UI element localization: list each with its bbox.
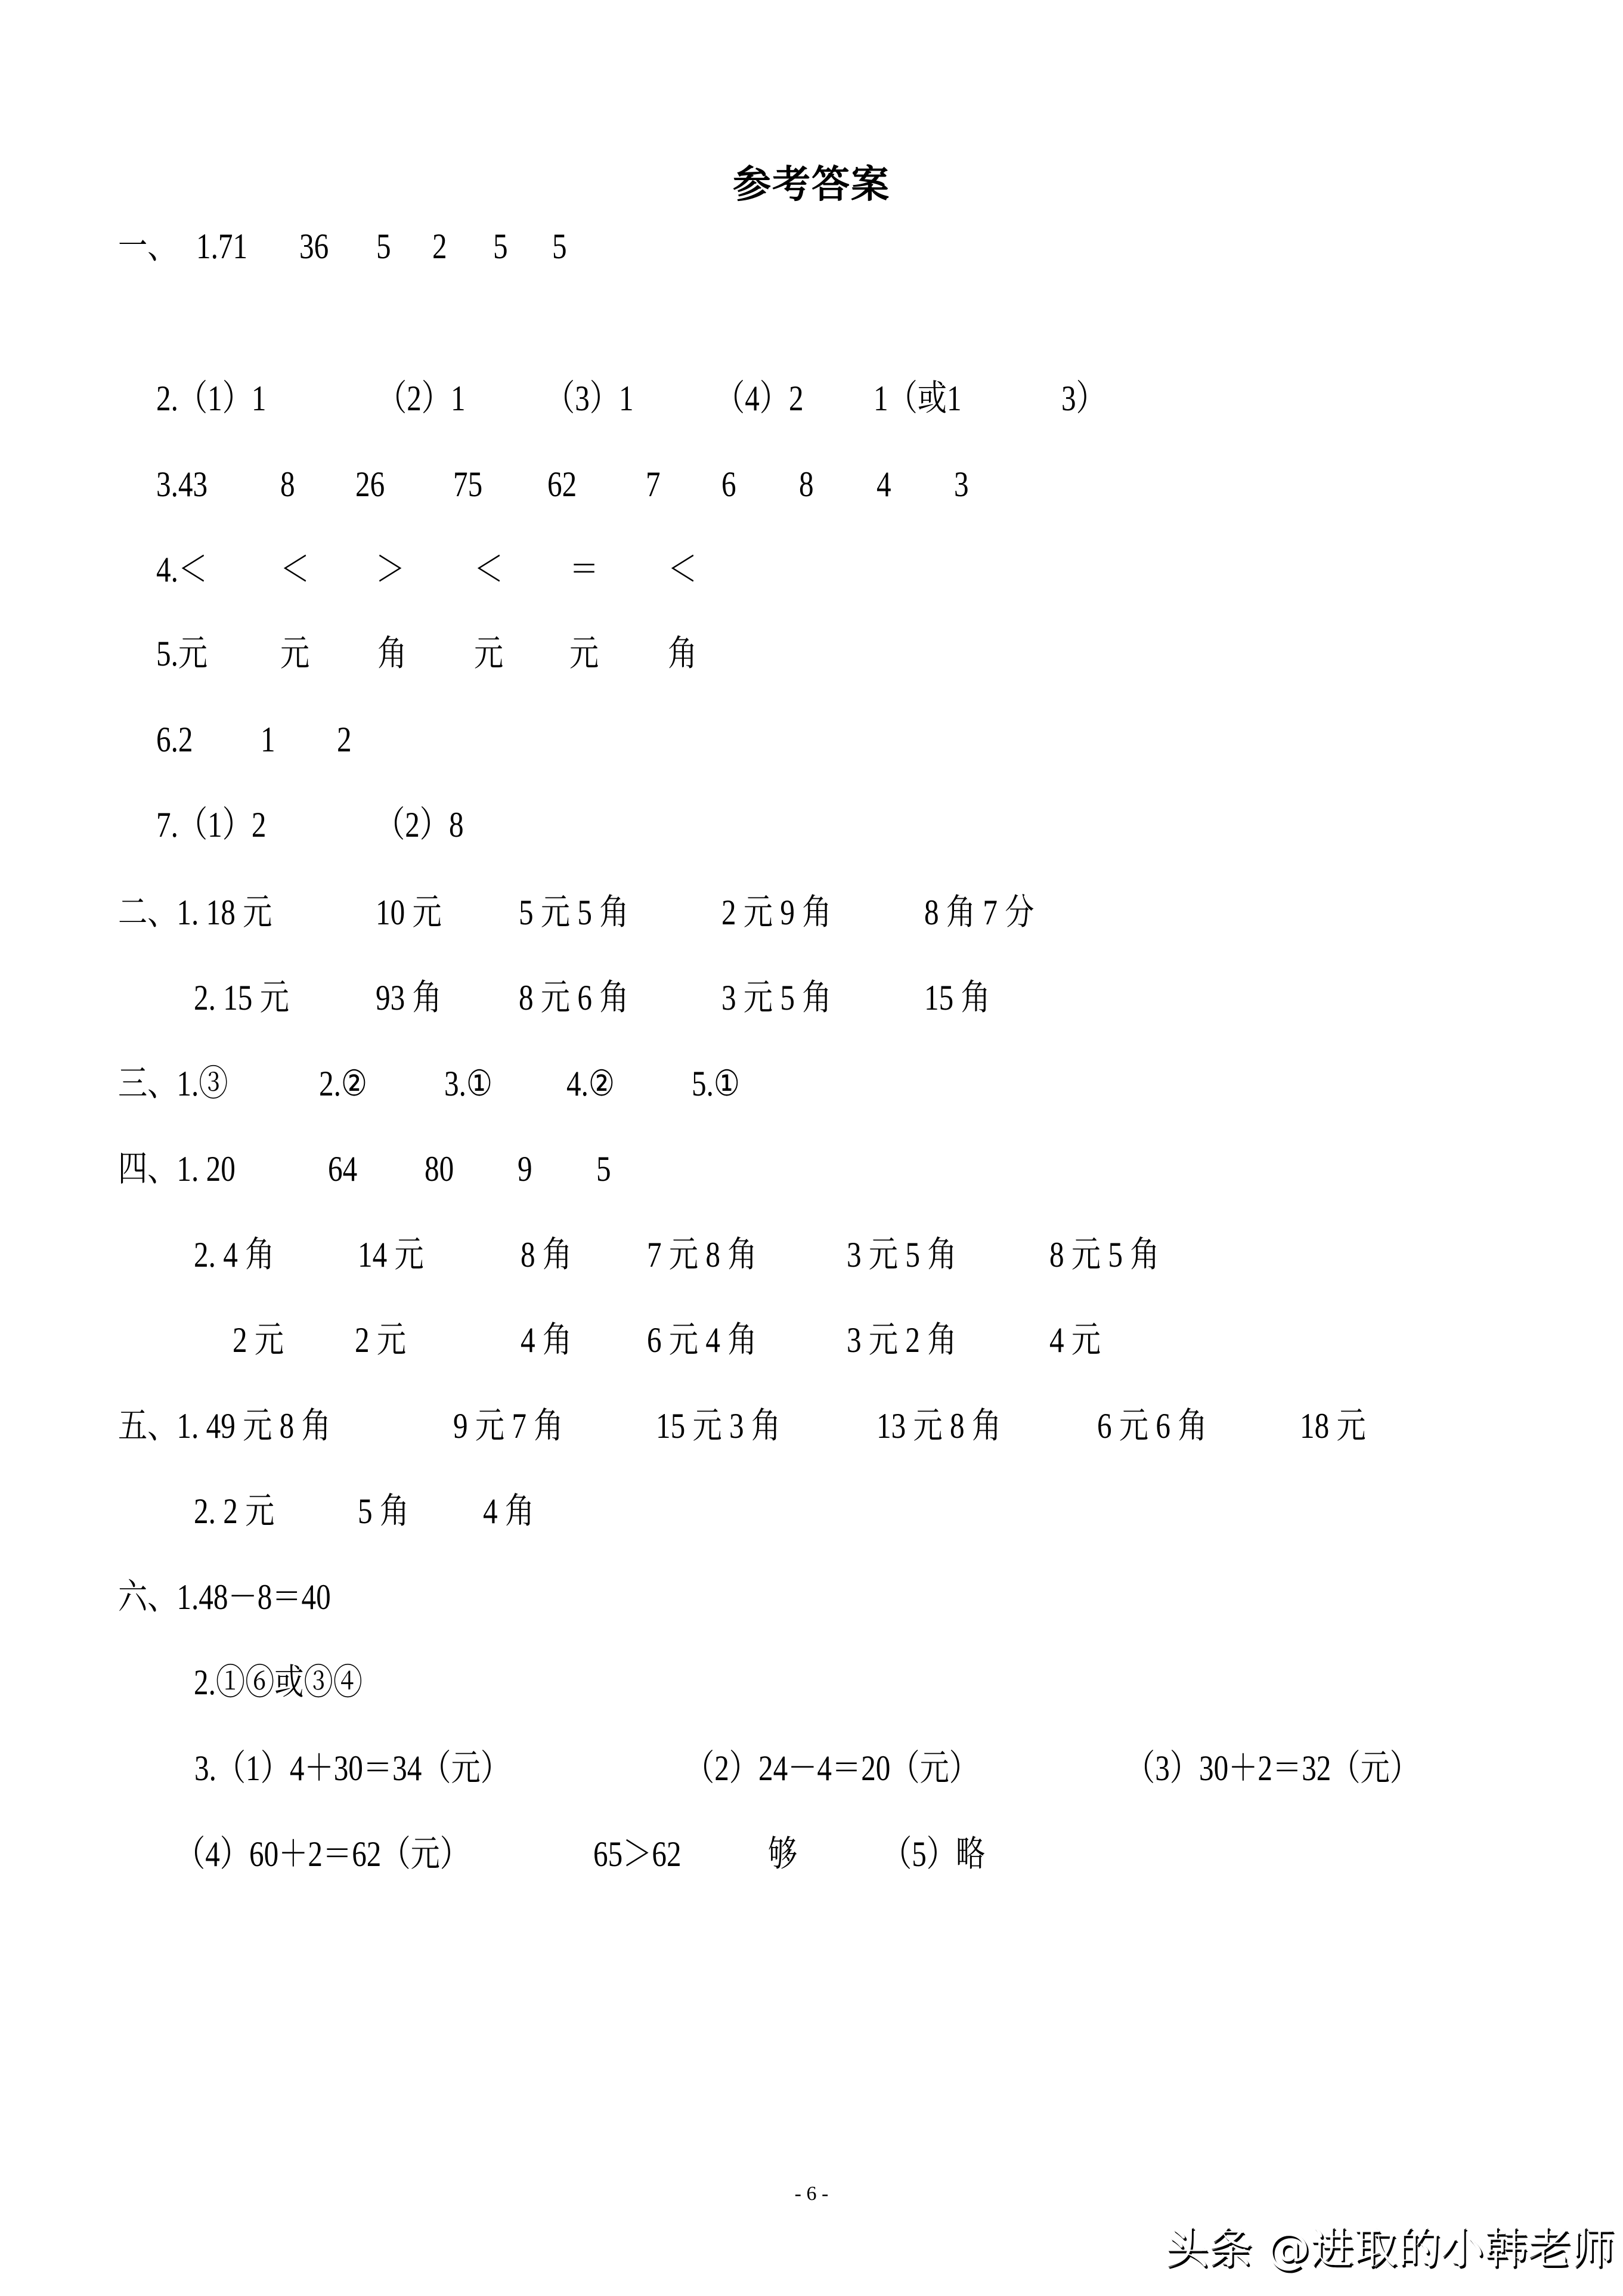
answer-line [0, 889, 1623, 936]
answer-item: 8 角 [521, 1235, 572, 1274]
answer-item: 6 元 6 角 [1097, 1406, 1207, 1446]
answer-line [0, 222, 1623, 270]
answer-item: （3）30＋2＝32（元） [1126, 1749, 1419, 1788]
answer-item: 2 [337, 720, 352, 759]
answer-item: 2 [432, 227, 447, 266]
answer-item: 80 [425, 1149, 454, 1189]
answer-item: 5 [376, 227, 391, 266]
answer-item: 元 [569, 634, 599, 673]
answer-line [0, 801, 1623, 849]
answer-item: 5 角 [358, 1492, 410, 1531]
answer-item: 角 [377, 634, 407, 673]
answer-item: 三、1.③ [118, 1064, 228, 1103]
answer-item: 3 [954, 465, 969, 504]
answer-item: 10 元 [376, 893, 442, 932]
answer-line [0, 1573, 1623, 1621]
answer-item: 2.①⑥或③④ [194, 1663, 363, 1702]
answer-item: 8 [799, 465, 814, 504]
answer-item: 6 [721, 465, 736, 504]
answer-item: 3 元 5 角 [847, 1235, 957, 1274]
answer-item: 4.＜ [156, 550, 208, 589]
answer-item: （2）24－4＝20（元） [685, 1749, 978, 1788]
answer-item: 一、 [118, 227, 177, 266]
answer-item: 36 [299, 227, 329, 266]
answer-item: （4）60＋2＝62（元） [176, 1834, 469, 1874]
answer-item: 7 元 8 角 [647, 1235, 757, 1274]
answer-item: 5 元 5 角 [519, 893, 629, 932]
answer-item: 4 角 [521, 1320, 572, 1360]
answer-item: 1 [261, 720, 275, 759]
answer-item: 7 [646, 465, 661, 504]
answer-item: 4 元 [1049, 1320, 1101, 1360]
answer-item: 26 [355, 465, 385, 504]
answer-item: 6.2 [156, 720, 193, 759]
answer-item: ＞ [376, 550, 405, 589]
answer-item: 2 元 [355, 1320, 407, 1360]
answer-item: 62 [547, 465, 577, 504]
answer-item: 2.② [319, 1064, 368, 1103]
answer-line [0, 1487, 1623, 1535]
answer-item: 3.① [444, 1064, 493, 1103]
answer-item: 2 元 9 角 [721, 893, 832, 932]
answer-item: 4 角 [483, 1492, 535, 1531]
answer-line [0, 1658, 1623, 1706]
page-number: - 6 - [794, 2183, 829, 2205]
answer-item: （2）1 [377, 379, 466, 418]
answer-line [0, 1060, 1623, 1107]
answer-item: 5 [552, 227, 567, 266]
answer-item: 93 角 [376, 978, 442, 1017]
answer-item: 1（或1 [874, 379, 962, 418]
answer-line [0, 460, 1623, 508]
answer-item: 3.（1）4＋30＝34（元） [194, 1749, 510, 1788]
answer-line [0, 1830, 1623, 1878]
answer-item: （2）8 [376, 805, 464, 844]
answer-item: 9 [518, 1149, 532, 1189]
answer-item: 14 元 [358, 1235, 424, 1274]
answer-item: ＝ [569, 550, 599, 589]
answer-item: 65＞62 [593, 1834, 682, 1874]
answer-item: 六、1.48－8＝40 [118, 1577, 331, 1617]
answer-item: 元 [280, 634, 310, 673]
answer-item: 15 角 [924, 978, 990, 1017]
answer-item: 2.（1）1 [156, 379, 267, 418]
answer-line [0, 1231, 1623, 1279]
answer-item: 二、1. 18 元 [118, 893, 272, 932]
answer-line [0, 1744, 1623, 1792]
answer-item: 7.（1）2 [156, 805, 267, 844]
answer-item: 64 [328, 1149, 358, 1189]
answer-item: 8 元 5 角 [1049, 1235, 1160, 1274]
answer-item: 2. 2 元 [194, 1492, 275, 1531]
answer-line [0, 974, 1623, 1022]
answer-item: ＜ [668, 550, 698, 589]
answer-item: 4 [876, 465, 891, 504]
answer-item: 2. 4 角 [194, 1235, 275, 1274]
answer-line [0, 630, 1623, 677]
answer-item: ＜ [280, 550, 310, 589]
answer-item: （5）略 [882, 1834, 986, 1874]
answer-item: 四、1. 20 [118, 1149, 236, 1189]
answer-item: 8 角 7 分 [924, 893, 1034, 932]
answer-item: （3）1 [546, 379, 634, 418]
answer-item: 够 [768, 1834, 798, 1874]
answer-line [0, 1145, 1623, 1193]
answer-item: 5 [493, 227, 508, 266]
answer-item: 五、1. 49 元 8 角 [118, 1406, 331, 1446]
answer-item: 8 元 6 角 [519, 978, 629, 1017]
answer-item: 3 元 2 角 [847, 1320, 957, 1360]
answer-item: 2. 15 元 [194, 978, 289, 1017]
answer-item: 1.71 [196, 227, 248, 266]
answer-item: （4）2 [716, 379, 804, 418]
answer-item: 3 元 5 角 [721, 978, 832, 1017]
answer-item: 3） [1061, 379, 1105, 418]
answer-item: 5.元 [156, 634, 208, 673]
answer-item: 9 元 7 角 [453, 1406, 563, 1446]
answer-item: 5.① [692, 1064, 741, 1103]
answer-item: 6 元 4 角 [647, 1320, 757, 1360]
answer-item: 18 元 [1300, 1406, 1366, 1446]
answer-item: 角 [668, 634, 698, 673]
answer-line [0, 1402, 1623, 1450]
answer-item: 元 [474, 634, 504, 673]
answer-item: 2 元 [233, 1320, 284, 1360]
answer-item: 13 元 8 角 [876, 1406, 1002, 1446]
page-title: 参考答案 [733, 163, 890, 207]
answer-item: ＜ [474, 550, 504, 589]
answer-item: 75 [453, 465, 483, 504]
answer-item: 3.43 [156, 465, 208, 504]
answer-item: 15 元 3 角 [656, 1406, 781, 1446]
answer-line [0, 1316, 1623, 1364]
answer-item: 8 [280, 465, 295, 504]
answer-line [0, 375, 1623, 422]
answer-item: 5 [596, 1149, 611, 1189]
watermark: 头条 @进取的小韩老师 [1166, 2223, 1615, 2273]
answer-line [0, 716, 1623, 763]
answer-line [0, 546, 1623, 593]
answer-item: 4.② [566, 1064, 615, 1103]
